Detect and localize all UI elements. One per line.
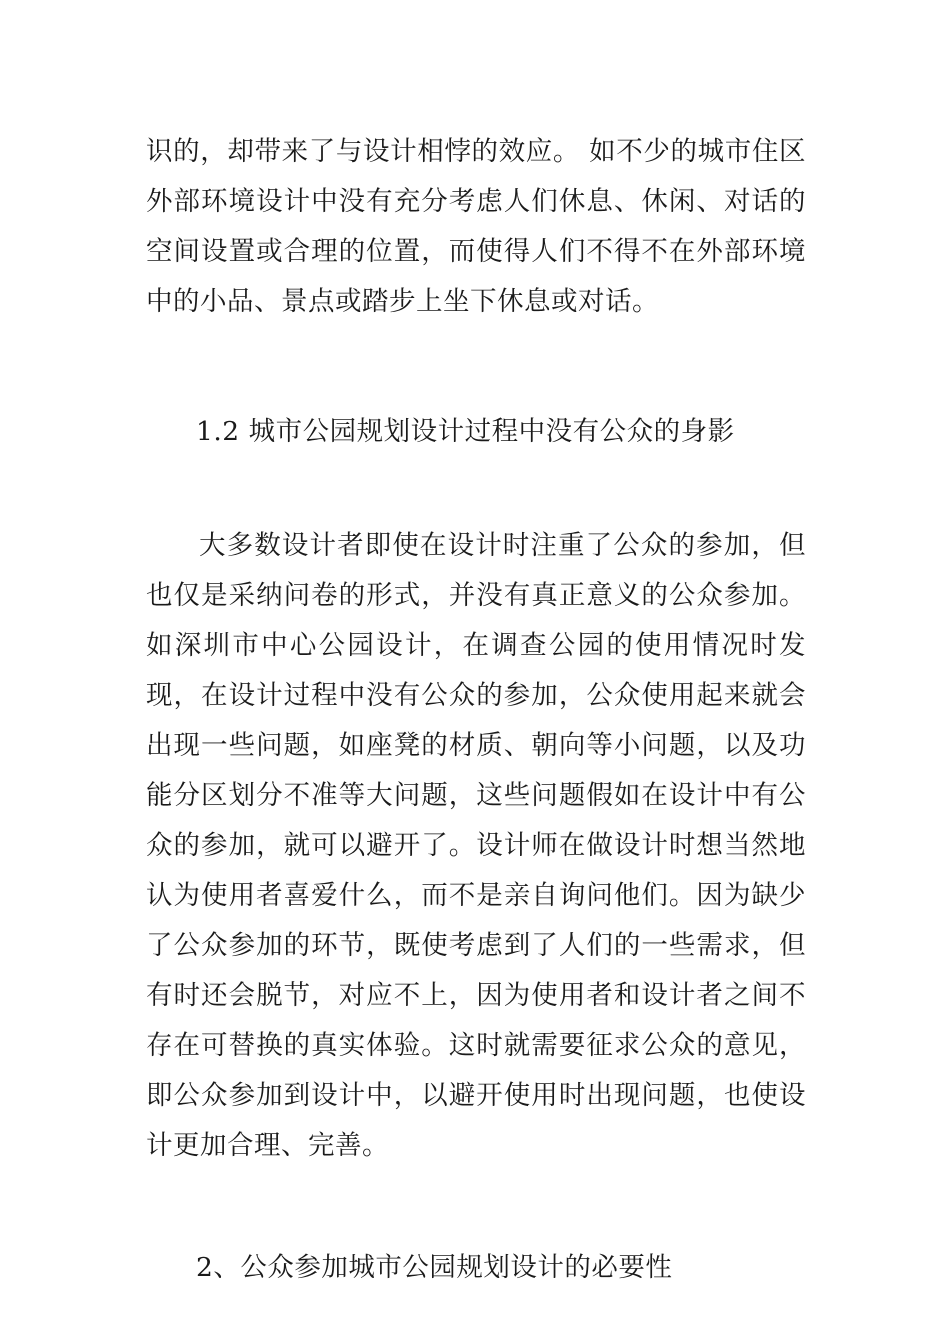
document-body [146, 127, 806, 1293]
paragraph-spacer [146, 457, 806, 521]
paragraph-public-participation: 大多数设计者即使在设计时注重了公众的参加，但也仅是采纳问卷的形式，并没有真正意义的公众参加。 如深圳市中心公园设计，在调查公园的使用情况时发现，在设计过程中没有公众的参加，公众使用起来就会出现一些问题，如座凳的材质、朝向等小问题，以及功能分区划分不准等大问题，这些问题假如在设计中有公众的参加，就可以避开了。设计师在做设计时想当然地认为使用者喜爱什么，而不是亲自询问他们。因为缺少了公众参加的环节，既使考虑到了人们的一些需求，但有时还会脱节，对应不上，因为使用者和设计者之间不存在可替换的真实体验。这时就需要征求公众的意见，即公众参加到设计中，以避开使用时出现问题，也使设计更加合理、完善。 [146, 530, 806, 1161]
section-heading-1-2: 1.2 城市公园规划设计过程中没有公众的身影 [196, 416, 735, 447]
paragraph-spacer [146, 1171, 806, 1243]
paragraph-continued: 识的，却带来了与设计相悖的效应。 如不少的城市住区外部环境设计中没有充分考虑人们休息、休闲、对话的空间设置或合理的位置，而使得人们不得不在外部环境中的小品、景点或踏步上坐下休息或对话。 [146, 136, 806, 317]
section-heading-2: 2、公众参加城市公园规划设计的必要性 [196, 1252, 673, 1283]
paragraph-spacer [146, 327, 806, 407]
